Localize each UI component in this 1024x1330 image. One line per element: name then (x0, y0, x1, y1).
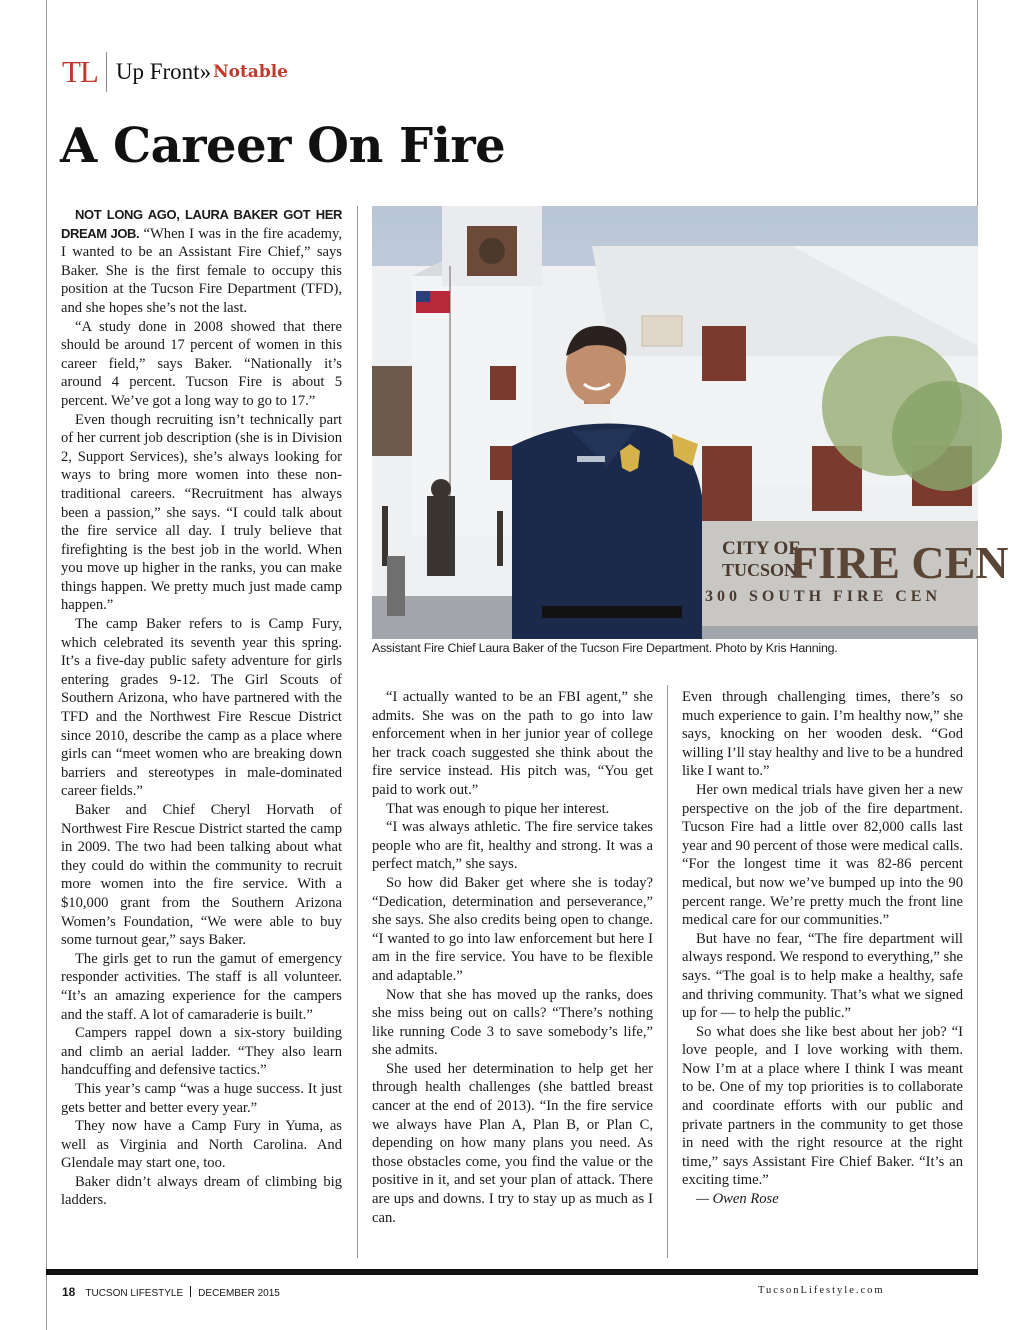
paragraph-text: “When I was in the fire academy, I wanted to be an Assistant Fire Chief,” says Baker. She is the first female to occupy this position at the Tucson Fire Department (TFD), and she hopes she’s not the last. (61, 225, 343, 316)
paragraph: Her own medical trials have given her a new perspective on the job of the fire department. Tucson Fire had a little over 82,000 calls last year and 90 percent of those were medical calls. “For the longest time it was 82-86 percent medical, but now we’ve bumped up into the 90 percent range. We’re pretty much the front line medical care for our communities.” (682, 781, 963, 929)
paragraph: This year’s camp “was a huge success. It just gets better and better every year.” (61, 1080, 342, 1116)
section-label: Up Front» (115, 59, 212, 84)
footer-rule (46, 1269, 978, 1275)
section-header (62, 50, 288, 94)
paragraph: “I was always athletic. The fire service takes people who are fit, healthy and strong. It was a perfect match,” she says. (372, 819, 653, 873)
paragraph: They now have a Camp Fury in Yuma, as well as Virginia and North Carolina. And Glendale may start one, too. (61, 1118, 342, 1172)
paragraph: “I actually wanted to be an FBI agent,” she admits. She was on the path to go into law enforcement when in her junior year of college her track coach suggested she think about the fire service instead. His pitch was, “You get paid to work out.” (372, 689, 653, 798)
sign-line2: TUCSON (722, 560, 798, 580)
paragraph: Now that she has moved up the ranks, does she miss being out on calls? “There’s nothing like running Code 3 to save somebody’s life,” she admits. (372, 986, 653, 1059)
paragraph: The camp Baker refers to is Camp Fury, which celebrated its seventh year this spring. It’s a five-day public safety adventure for girls entering grades 9-12. The Girl Scouts of Southern Arizona, who have partnered with the TFD and the Northwest Fire Rescue District since 2010, describe the camp as a place where girls can “meet women who are breaking down barriers and stereotypes in male-dominated career fields.” (61, 616, 342, 800)
paragraph: Even though recruiting isn’t technically part of her current job description (she is in Division 2, Support Services), she’s always looking for ways to bring more women into these non-traditional careers. “Recruitment has always been a passion,” she says. “I could talk about the fire service all day. I truly believe that firefighting is the best job in the world. When you move up higher in the ranks, you can make things happen. We pretty much just made camp happen.” (61, 411, 342, 614)
article-photo (372, 206, 1009, 639)
article-column-3 (682, 688, 963, 1209)
paragraph: But have no fear, “The fire department will always respond. We respond to everything,” she says. “The goal is to help make a healthy, safe and thriving community. That’s what we signed up for — to help the public.” (682, 930, 963, 1022)
magazine-name: TUCSON LIFESTYLE (85, 1288, 184, 1299)
page-footer (62, 1285, 280, 1299)
lead-in: NOT LONG AGO, LAURA BAKER GOT HER DREAM JOB. (61, 207, 342, 241)
issue-date: DECEMBER 2015 (198, 1288, 280, 1299)
sign-sub: 300 SOUTH FIRE CEN (705, 588, 942, 605)
byline: — Owen Rose (696, 1191, 779, 1208)
column-divider (667, 685, 668, 1258)
paragraph: So what does she like best about her job? “I love people, and I love working with them. Now I’m at a place where I think I was meant to be. One of my top priorities is to collaborate and coordinate efforts with our public and private partners in the community to get those in need with the right resource at the right time,” says Assistant Fire Chief Baker. “It’s an exciting time.” (682, 1023, 963, 1189)
left-page-rule (46, 0, 47, 1330)
magazine-logo: TL (62, 54, 98, 89)
article-column-1 (61, 206, 342, 1210)
sign-line1: CITY OF (722, 538, 800, 559)
fire-chief-photo (372, 206, 1009, 639)
paragraph: Baker and Chief Cheryl Horvath of Northwest Fire Rescue District started the camp in 2009. The two had been talking about what they could do within the community to recruit more women into the fire service. With a $10,000 grant from the Southern Arizona Women’s Foundation, “We were able to buy some turnout gear,” says Baker. (61, 802, 342, 949)
paragraph (61, 206, 342, 318)
paragraph: Even through challenging times, there’s so much experience to gain. I’m healthy now,” she says, knocking on her wooden desk. “God willing I’ll stay healthy and live to be a hundred like I want to.” (682, 689, 963, 780)
paragraph: That was enough to pique her interest. (386, 800, 610, 817)
paragraph: Baker didn’t always dream of climbing big ladders. (61, 1173, 342, 1209)
photo-caption: Assistant Fire Chief Laura Baker of the Tucson Fire Department. Photo by Kris Hanning. (372, 641, 838, 655)
page-number: 18 (62, 1285, 76, 1299)
paragraph: So how did Baker get where she is today? “Dedication, determination and perseverance,” she says. She also credits being open to change. “I wanted to go into law enforcement but here I am in the fire service. You have to be flexible and adaptable.” (372, 874, 653, 984)
header-divider (106, 52, 107, 92)
paragraph: The girls get to run the gamut of emergency responder activities. The staff is all volunteer. “It’s an amazing experience for the campers and the staff. A lot of camaraderie is built.” (61, 950, 342, 1023)
paragraph: She used her determination to help get her through health challenges (she battled breast cancer at the end of 2013). “In the fire service we always have Plan A, Plan B, or Plan C, depending on how many plans you need. As those obstacles come, you find the value or the positive in it, and set your plan of attack. There are ups and downs. I try to stay up as much as I can. (372, 1060, 653, 1226)
paragraph: Campers rappel down a six-story building and climb an aerial ladder. “They also learn handcuffing and defensive tactics.” (61, 1025, 342, 1079)
sign-main: FIRE CEN (790, 537, 1009, 588)
article-headline: A Career On Fire (60, 118, 506, 174)
subsection-label: Notable (213, 62, 288, 82)
article-column-2 (372, 688, 653, 1227)
footer-separator (190, 1286, 191, 1297)
column-divider (357, 206, 358, 1258)
website-url: TucsonLifestyle.com (758, 1285, 885, 1296)
paragraph: “A study done in 2008 showed that there should be around 17 percent of women in this career field,” says Baker. “Nationally it’s around 4 percent. Tucson Fire is about 5 percent. We’ve got a long way to go to 17.” (61, 318, 342, 409)
